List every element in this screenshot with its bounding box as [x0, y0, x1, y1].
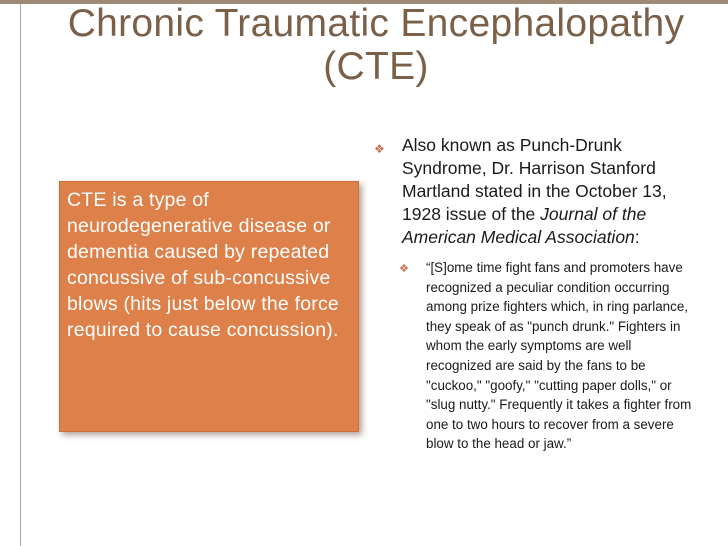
bullet-main-text: Also known as Punch-Drunk Syndrome, Dr. Harrison Stanford Martland stated in the October 13, 1928 issue of the [402, 135, 667, 224]
bullet-main-colon: : [634, 227, 640, 247]
diamond-bullet-icon: ❖ [399, 263, 409, 275]
bullet-main [374, 134, 694, 249]
quote-text: “[S]ome time fight fans and promoters have recognized a peculiar condition occurring among prize fighters which, in ring parlance, they speak of as "punch drunk." Fighters in whom the early symptoms are well recognized are said by the fans to be "cuckoo," "goofy," "cutting paper dolls," or "slug nutty." Frequently it takes a fighter from one to two hours to recover from a severe blow to the head or jaw.” [426, 260, 692, 452]
title-line-1: Chronic Traumatic Encephalopathy [67, 2, 685, 45]
title-line-2: (CTE) [323, 45, 429, 88]
journal-title: Journal of the American Medical Association [402, 204, 647, 247]
diamond-bullet-icon: ❖ [374, 142, 385, 156]
left-rule [20, 4, 21, 546]
slide-title [40, 2, 712, 88]
bullet-content [374, 134, 694, 454]
bullet-quote [399, 258, 694, 454]
callout-text: CTE is a type of neurodegenerative disease or dementia caused by repeated concussive of sub-concussive blows (hits just below the force required to cause concussion). [67, 189, 339, 341]
